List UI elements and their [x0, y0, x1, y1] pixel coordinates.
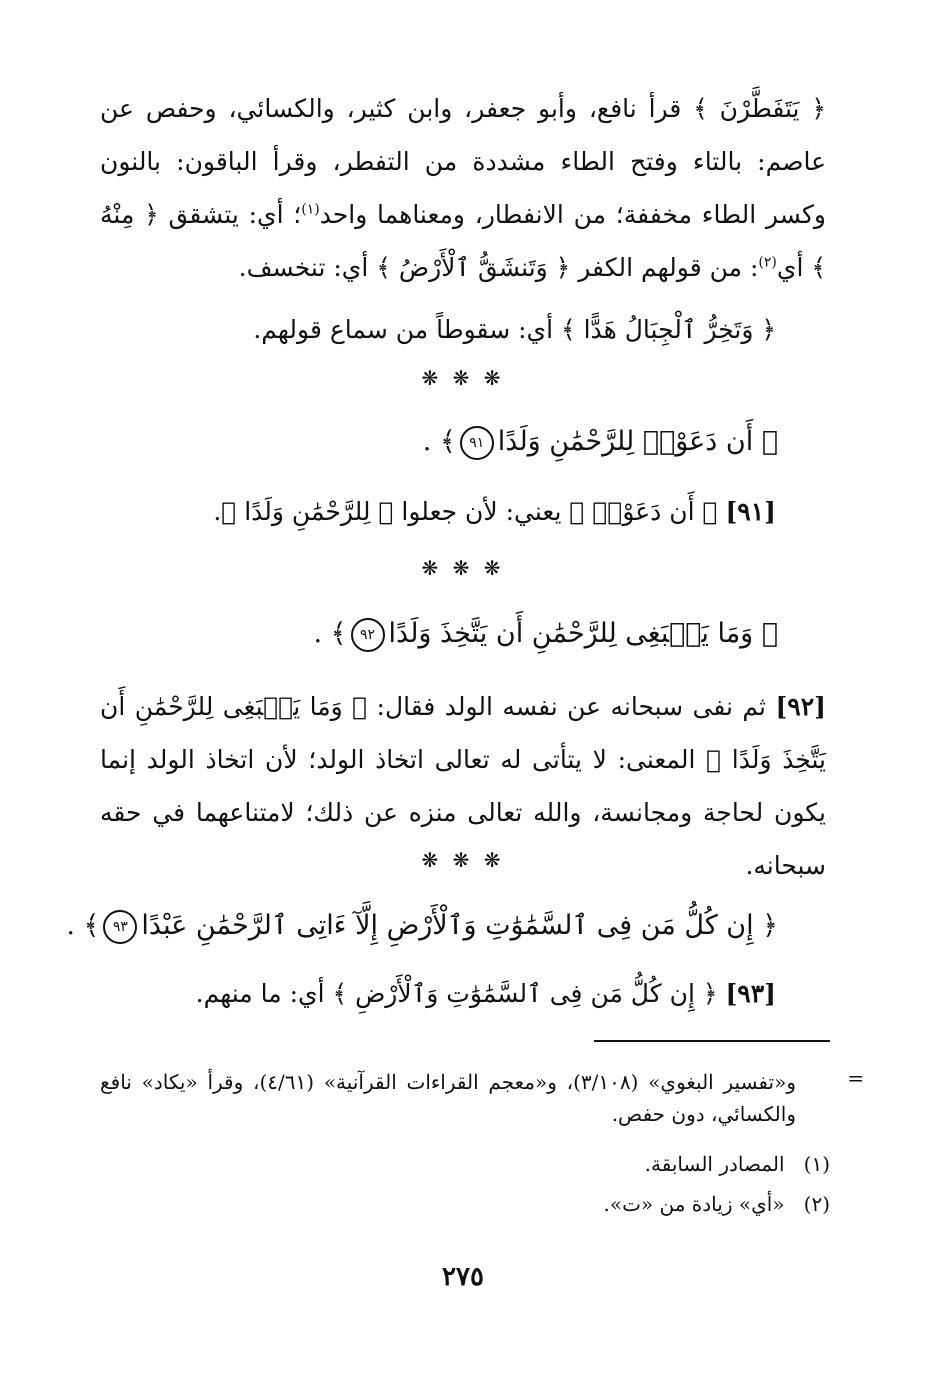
footnote-continuation: و«تفسير البغوي» (٣/١٠٨)، و«معجم القراءات القرآنية» (٤/٦١)، وقرأ «يكاد» نافع والكسائي، دون حفص.	[100, 1070, 796, 1126]
ayah-number-marker: ٩٣	[103, 910, 137, 944]
verse-close: ﴾ .	[66, 910, 100, 941]
verse-number-label: [٩١]	[725, 497, 776, 526]
commentary-91	[100, 492, 776, 532]
footnote-1	[100, 1148, 830, 1180]
section-separator-stars: ❋ ❋ ❋	[421, 556, 505, 580]
footnote-text: «أي» زيادة من «ت».	[603, 1192, 785, 1216]
quran-verse-93	[66, 904, 778, 948]
section-separator-stars: ❋ ❋ ❋	[421, 366, 505, 390]
verse-text: ﴿ أَن دَعَوْا۟ لِلرَّحْمَٰنِ وَلَدًا	[497, 426, 778, 457]
quran-verse-91	[98, 420, 778, 464]
footnote-text: المصادر السابقة.	[644, 1152, 785, 1176]
commentary-93	[100, 974, 776, 1014]
paragraph-text-tail: ؛ أي: يتشقق	[168, 200, 302, 229]
verse-number-label: [٩٣]	[725, 979, 776, 1008]
verse-number-label: [٩٢]	[775, 692, 826, 721]
verse-close: ﴾ .	[422, 426, 456, 457]
commentary-text: ﴿ أَن دَعَوْا۟ ﴾ يعني: لأن جعلوا ﴿ لِلرَّحْمَٰنِ وَلَدًا ﴾.	[213, 497, 718, 526]
paragraph-text-line4-rest: : من قولهم الكفر ﴿ وَتَنشَقُّ ٱلْأَرْضُ ﴾ أي: تنخسف.	[238, 253, 759, 282]
footnote-divider	[594, 1040, 830, 1042]
page-number: ٢٧٥	[442, 1262, 484, 1292]
footnote-ref-1: (١)	[301, 201, 320, 218]
footnote-ref-2: (٢)	[758, 254, 777, 271]
ayah-number-marker: ٩١	[460, 426, 494, 460]
footnote-2	[100, 1188, 830, 1220]
footnote-number: (٢)	[803, 1192, 830, 1216]
paragraph-text-line4: ﴿ مِنْهُ ﴾ أي	[100, 200, 826, 282]
verse-text: ﴿ وَمَا يَنۢبَغِى لِلرَّحْمَٰنِ أَن يَتَّخِذَ وَلَدًا	[388, 618, 778, 649]
paragraph-text: ﴿ يَتَفَطَّرْنَ ﴾ قرأ نافع، وأبو جعفر، وابن كثير، والكسائي، وحفص عن عاصم: بالتاء وفتح الطاء مشددة من التفطر، وقرأ الباقون: بالنون وكسر الطاء مخففة؛ من الانفطار، ومعناهما واحد	[100, 94, 826, 229]
paragraph-takhirru: ﴿ وَتَخِرُّ ٱلْجِبَالُ هَدًّا ﴾ أي: سقوطاً من سماع قولهم.	[253, 315, 776, 344]
commentary-text: ثم نفى سبحانه عن نفسه الولد فقال: ﴿ وَمَا يَنۢبَغِى لِلرَّحْمَٰنِ أَن يَتَّخِذَ وَلَدًا ﴾ المعنى: لا يتأتى له تعالى اتخاذ الولد؛ لأن اتخاذ الولد إنما يكون لحاجة ومجانسة، والله تعالى منزه عن ذلك؛ لامتناعهما في حقه سبحانه.	[100, 692, 826, 880]
ayah-number-marker: ٩٢	[351, 618, 385, 652]
verse-close: ﴾ .	[313, 618, 347, 649]
commentary-text: ﴿ إِن كُلُّ مَن فِى ٱلسَّمَٰوَٰتِ وَٱلْأَرْضِ ﴾ أي: ما منهم.	[195, 979, 718, 1008]
paragraph-tafattarna	[100, 82, 826, 294]
footnote-continuation-marker: =	[847, 1066, 864, 1090]
footnote-number: (١)	[803, 1152, 830, 1176]
section-separator-stars: ❋ ❋ ❋	[421, 848, 505, 872]
verse-text: ﴿ إِن كُلُّ مَن فِى ٱلسَّمَٰوَٰتِ وَٱلْأَرْضِ إِلَّآ ءَاتِى ٱلرَّحْمَٰنِ عَبْدًا	[141, 910, 778, 941]
quran-verse-92	[98, 612, 778, 656]
